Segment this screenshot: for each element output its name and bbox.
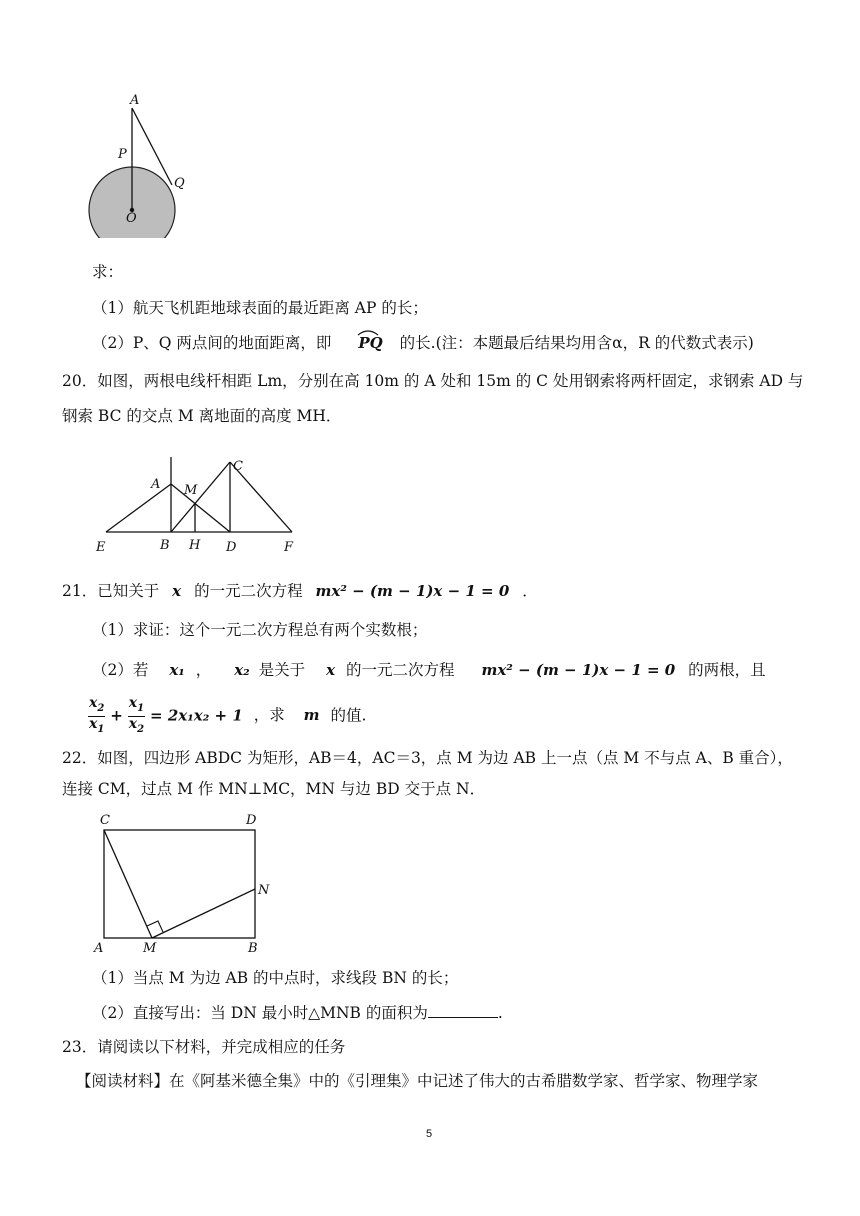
- q21-condition: $\frac{x_2}{x_1}$ + $\frac{x_1}{x_2}$ = 2x₁x₂ + 1 ，求 m 的值.: [89, 695, 367, 735]
- q21-stem-b: 的一元二次方程: [194, 582, 303, 600]
- q21-part2-b: 是关于: [258, 661, 306, 679]
- label-O: O: [126, 211, 137, 226]
- q21-cond-end: 的值.: [330, 706, 367, 725]
- q21-part1: （1）求证：这个一元二次方程总有两个实数根；: [92, 621, 428, 639]
- var-x: x: [172, 582, 182, 600]
- q22-part2-a: （2）直接写出：当 DN 最小时△MNB 的面积为: [92, 1004, 428, 1022]
- label-D: D: [226, 540, 237, 555]
- label-D: D: [246, 813, 257, 828]
- label-C: C: [100, 813, 110, 828]
- q22-line2: 连接 CM，过点 M 作 MN⊥MC，MN 与边 BD 交于点 N．: [62, 780, 486, 798]
- label-C: C: [233, 459, 243, 474]
- q21-part2: [92, 660, 766, 680]
- label-H: H: [189, 538, 201, 553]
- rectangle-ABDC: [104, 830, 255, 938]
- label-P: P: [118, 147, 127, 162]
- q21-stem-a: 21．已知关于: [62, 582, 160, 600]
- answer-blank: [428, 1003, 498, 1018]
- var-m: m: [303, 706, 320, 725]
- page-number: 5: [426, 1128, 433, 1140]
- q22-part2: [92, 1003, 503, 1023]
- label-E: E: [96, 540, 106, 555]
- arc-PQ: PQ: [358, 333, 382, 353]
- label-A: A: [151, 477, 161, 492]
- var-x-2: x: [326, 661, 336, 679]
- q19-ask: 求：: [92, 263, 124, 281]
- q23-line2: 【阅读材料】在《阿基米德全集》中的《引理集》中记述了伟大的古希腊数学家、哲学家、物理学家: [76, 1072, 759, 1090]
- figure-22-rectangle: [88, 810, 278, 958]
- equation-2: mx² − (m − 1)x − 1 = 0: [481, 661, 676, 679]
- q22-part2-b: .: [497, 1004, 503, 1022]
- q22-line1: 22．如图，四边形 ABDC 为矩形，AB＝4，AC＝3，点 M 为边 AB 上一点（点 M 不与点 A、B 重合），: [62, 749, 793, 767]
- figure-19-circle-tangent: [80, 88, 200, 238]
- q20-line1: 20．如图，两根电线杆相距 Lm，分别在高 10m 的 A 处和 15m 的 C 处用钢索将两杆固定，求钢索 AD 与: [62, 372, 804, 390]
- cable-BC: [171, 462, 230, 532]
- label-N: N: [258, 883, 270, 898]
- label-B: B: [248, 941, 258, 956]
- equation-1: mx² − (m − 1)x − 1 = 0: [315, 582, 510, 600]
- q19-part1: （1）航天飞机距地球表面的最近距离 AP 的长；: [92, 299, 428, 317]
- segment-MN: [152, 889, 255, 938]
- label-A: A: [94, 941, 104, 956]
- var-x2: x₂: [234, 661, 250, 679]
- cable-AD: [171, 484, 230, 532]
- right-angle-mark: [147, 921, 163, 932]
- label-M: M: [184, 483, 198, 498]
- comma: ，: [195, 661, 212, 679]
- label-A: A: [130, 93, 140, 108]
- var-x1: x₁: [169, 661, 185, 679]
- label-M: M: [143, 941, 157, 956]
- condition-tail: = 2x₁x₂ + 1: [150, 706, 243, 725]
- fraction-x1-over-x2: $\frac{x_1}{x_2}$: [128, 695, 145, 735]
- q21-part2-a: （2）若: [92, 661, 149, 679]
- q22-part1: （1）当点 M 为边 AB 的中点时，求线段 BN 的长；: [92, 969, 459, 987]
- q21-cond-ask: ，求: [253, 706, 285, 725]
- q19-part2-lead: （2）P、Q 两点间的地面距离，即: [92, 334, 332, 352]
- label-F: F: [284, 540, 294, 555]
- q23-line1: 23．请阅读以下材料，并完成相应的任务: [62, 1038, 346, 1056]
- q21-part2-d: 的两根，且: [688, 661, 766, 679]
- label-Q: Q: [174, 176, 185, 191]
- q21-part2-c: 的一元二次方程: [346, 661, 455, 679]
- label-B: B: [160, 538, 170, 553]
- q21-stem-c: ．: [522, 582, 538, 600]
- cable-EA: [106, 484, 171, 532]
- fraction-x2-over-x1: $\frac{x_2}{x_1}$: [89, 695, 105, 735]
- q19-part2: [92, 333, 754, 353]
- q20-line2: 钢索 BC 的交点 M 离地面的高度 MH．: [62, 407, 342, 425]
- arc-symbol: [357, 328, 379, 336]
- q19-part2-tail: 的长.(注：本题最后结果均用含α，R 的代数式表示): [399, 334, 754, 352]
- q21-stem: [62, 581, 538, 601]
- figure-20-poles-cables: [92, 452, 312, 560]
- segment-CM: [104, 830, 152, 938]
